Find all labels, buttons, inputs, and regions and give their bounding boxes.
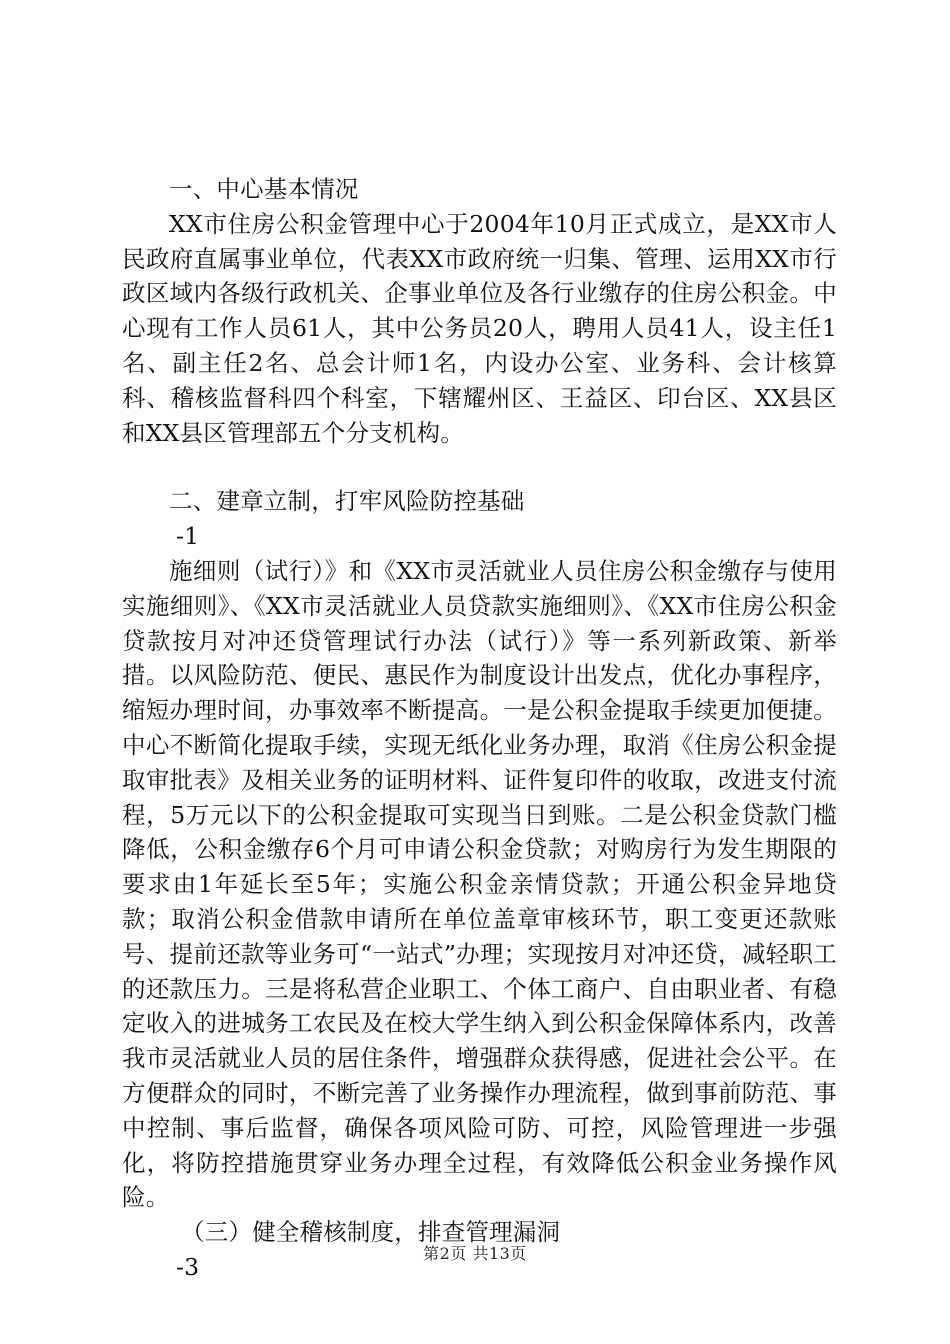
document-body — [122, 172, 837, 1285]
paragraph-policies: 施细则（试行）》和《XX市灵活就业人员住房公积金缴存与使用实施细则》、《XX市灵活就业人员贷款实施细则》、《XX市住房公积金贷款按月对冲还贷管理试行办法（试行）》等一系列新政策、新举措。以风险防范、便民、惠民作为制度设计出发点，优化办事程序，缩短办理时间，办事效率不断提高。一是公积金提取手续更加便捷。中心不断简化提取手续，实现无纸化业务办理，取消《住房公积金提取审批表》及相关业务的证明材料、证件复印件的收取，改进支付流程，5万元以下的公积金提取可实现当日到账。二是公积金贷款门槛降低，公积金缴存6个月可申请公积金贷款；对购房行为发生期限的要求由1年延长至5年；实施公积金亲情贷款；开通公积金异地贷款；取消公积金借款申请所在单位盖章审核环节，职工变更还款账号、提前还款等业务可“一站式”办理；实现按月对冲还贷，减轻职工的还款压力。三是将私营企业职工、个体工商户、自由职业者、有稳定收入的进城务工农民及在校大学生纳入到公积金保障体系内，改善我市灵活就业人员的居住条件，增强群众获得感，促进社会公平。在方便群众的同时，不断完善了业务操作办理流程，做到事前防范、事中控制、事后监督，确保各项风险可防、可控，风险管理进一步强化，将防控措施贯穿业务办理全过程，有效降低公积金业务操作风险。 — [122, 556, 837, 1212]
page-number-footer: 第2页 共13页 — [423, 1244, 527, 1263]
page-marker-3: -3 — [176, 1252, 200, 1281]
subsection-heading-audit: （三）健全稽核制度，排查管理漏洞 — [181, 1218, 561, 1247]
paragraph-basic-info: XX市住房公积金管理中心于2004年10月正式成立，是XX市人民政府直属事业单位，代表XX市政府统一归集、管理、运用XX市行政区域内各级行政机关、企事业单位及各行业缴存的住房公积金。中心现有工作人员61人，其中公务员20人，聘用人员41人，设主任1名、副主任2名、总会计师1名，内设办公室、业务科、会计核算科、稽核监督科四个科室，下辖耀州区、王益区、印台区、XX县区和XX县区管理部五个分支机构。 — [122, 209, 837, 447]
section-heading-basic-info: 一、中心基本情况 — [169, 175, 359, 203]
section-heading-regulations: 二、建章立制，打牢风险防控基础 — [169, 487, 525, 516]
page-marker-1: -1 — [176, 522, 200, 551]
paragraph-spacer — [122, 450, 837, 484]
